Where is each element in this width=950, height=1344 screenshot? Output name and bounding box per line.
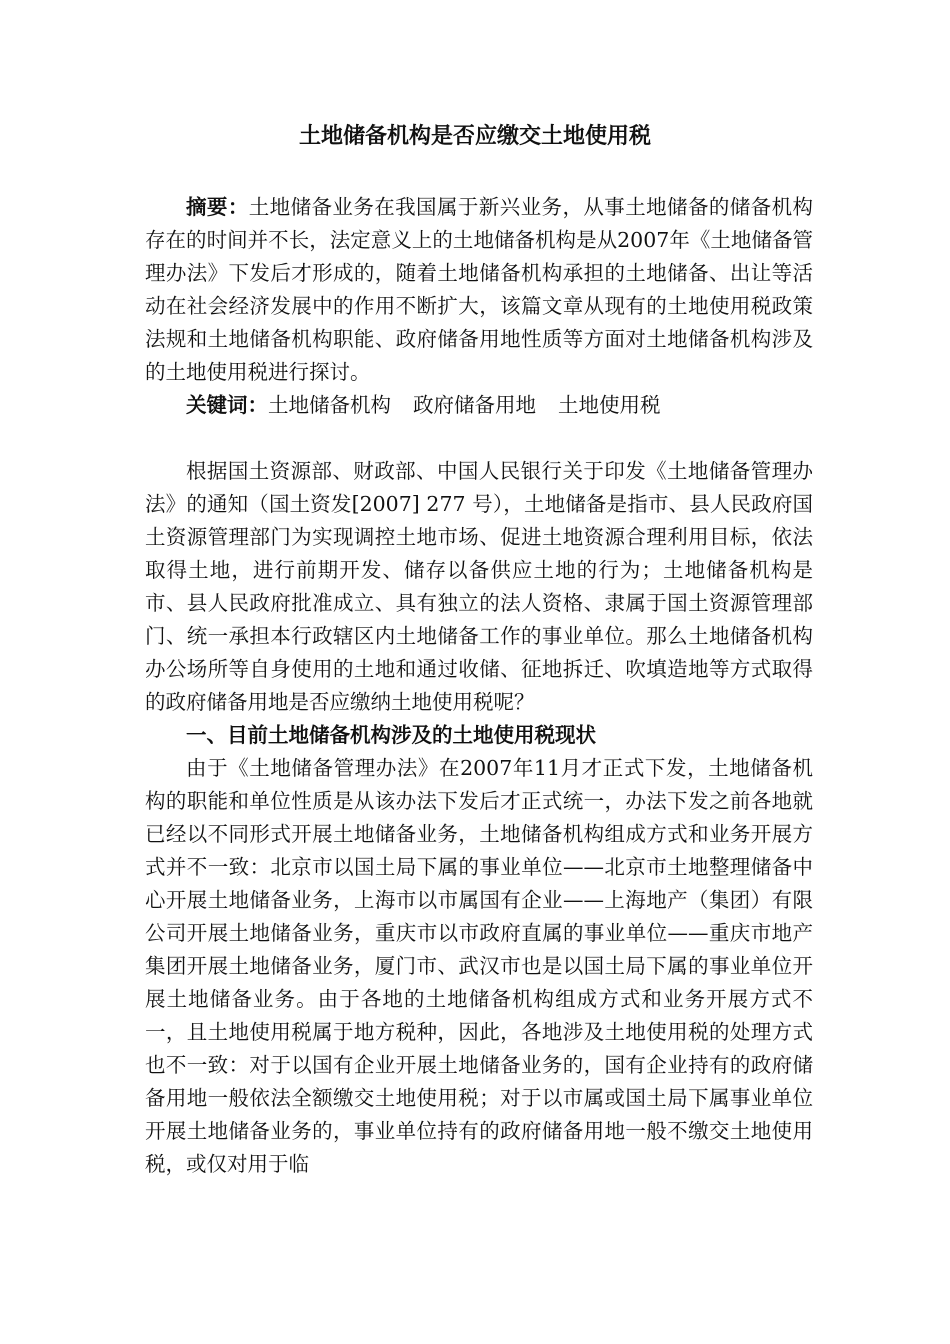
abstract-label: 摘要：	[186, 195, 249, 219]
section-heading-1: 一、目前土地储备机构涉及的土地使用税现状	[186, 723, 596, 747]
document-title: 土地储备机构是否应缴交土地使用税	[298, 124, 651, 149]
keywords-line	[145, 389, 813, 422]
keyword-2: 政府储备用地	[413, 393, 536, 417]
body-block	[145, 455, 813, 1181]
keyword-3: 土地使用税	[558, 393, 661, 417]
abstract-block	[145, 191, 813, 422]
keyword-1: 土地储备机构	[268, 393, 391, 417]
keywords-label: 关键词：	[186, 393, 268, 417]
abstract-text: 土地储备业务在我国属于新兴业务，从事土地储备的储备机构存在的时间并不长，法定意义上的土地储备机构是从2007年《土地储备管理办法》下发后才形成的，随着土地储备机构承担的土地储备、出让等活动在社会经济发展中的作用不断扩大，该篇文章从现有的土地使用税政策法规和土地储备机构职能、政府储备用地性质等方面对土地储备机构涉及的土地使用税进行探讨。	[145, 195, 814, 384]
abstract-paragraph	[145, 191, 813, 389]
intro-paragraph: 根据国土资源部、财政部、中国人民银行关于印发《土地储备管理办法》的通知（国土资发[2007] 277 号），土地储备是指市、县人民政府国土资源管理部门为实现调控土地市场、促进土地资源合理利用目标，依法取得土地，进行前期开发、储存以备供应土地的行为；土地储备机构是市、县人民政府批准成立、具有独立的法人资格、隶属于国土资源管理部门、统一承担本行政辖区内土地储备工作的事业单位。那么土地储备机构办公场所等自身使用的土地和通过收储、征地拆迁、吹填造地等方式取得的政府储备用地是否应缴纳土地使用税呢？	[145, 459, 813, 714]
section-1-paragraph: 由于《土地储备管理办法》在2007年11月才正式下发，土地储备机构的职能和单位性质是从该办法下发后才正式统一，办法下发之前各地就已经以不同形式开展土地储备业务，土地储备机构组成方式和业务开展方式并不一致：北京市以国土局下属的事业单位——北京市土地整理储备中心开展土地储备业务，上海市以市属国有企业——上海地产（集团）有限公司开展土地储备业务，重庆市以市政府直属的事业单位——重庆市地产集团开展土地储备业务，厦门市、武汉市也是以国土局下属的事业单位开展土地储备业务。由于各地的土地储备机构组成方式和业务开展方式不一，且土地使用税属于地方税种，因此，各地涉及土地使用税的处理方式也不一致：对于以国有企业开展土地储备业务的，国有企业持有的政府储备用地一般依法全额缴交土地使用税；对于以市属或国土局下属事业单位开展土地储备业务的，事业单位持有的政府储备用地一般不缴交土地使用税，或仅对用于临	[145, 756, 813, 1176]
